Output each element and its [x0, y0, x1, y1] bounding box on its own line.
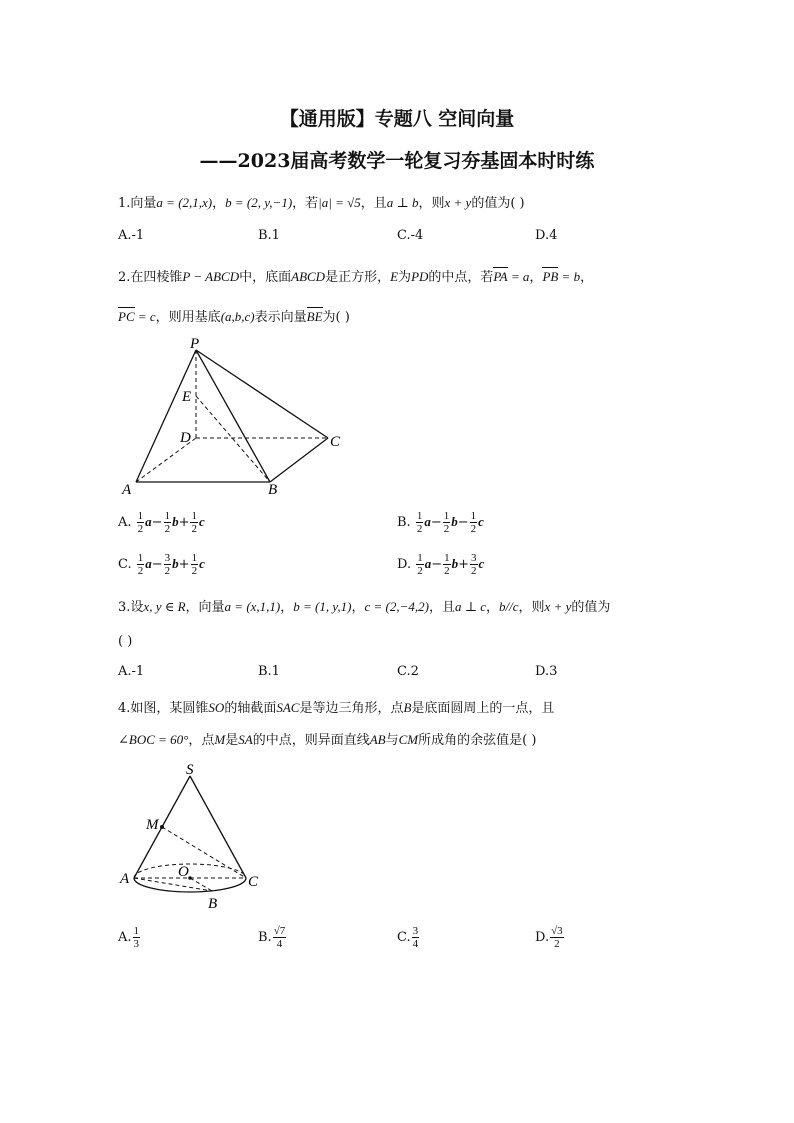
segment-ab	[134, 878, 212, 891]
q4-option-c[interactable]: C. $\frac{3}{4}$	[397, 925, 419, 950]
label-d: D	[180, 430, 191, 446]
q1-option-c[interactable]: C.-4	[397, 228, 424, 243]
label-c: C	[330, 434, 341, 450]
q2-option-b[interactable]: B. $\frac{1}{2}$ a− $\frac{1}{2}$ b− $\frac{1}{2}$ c	[397, 510, 484, 535]
q3-option-a[interactable]: A.-1	[118, 664, 145, 679]
question-4-stem-cont: ∠BOC = 60°，点M是SA的中点，则异面直线AB与CM所成角的余弦值是( )	[118, 732, 537, 748]
point-m	[160, 825, 164, 829]
question-2-stem: 2.在四棱锥P − ABCD中，底面ABCD是正方形，E为PD的中点，若PA = a，PB = b，	[118, 269, 594, 285]
q2-option-d[interactable]: D. $\frac{1}{2}$ a− $\frac{1}{2}$ b+ $\frac{3}{2}$ c	[397, 552, 485, 577]
base-back-arc	[134, 864, 246, 878]
label-e: E	[182, 389, 192, 405]
q1-option-d[interactable]: D.4	[535, 228, 558, 243]
label-a: A	[122, 482, 132, 498]
q4-option-b[interactable]: B. $\frac{√7}{4}$	[258, 925, 286, 950]
base-front-arc	[134, 878, 246, 892]
label-s: S	[186, 762, 194, 778]
label-p: P	[190, 336, 200, 352]
question-1-stem: 1.向量a = (2,1,x)，b = (2, y,−1)，若|a| = √5，且a ⊥ b，则x + y的值为( )	[118, 195, 525, 211]
cone-figure	[110, 760, 280, 916]
question-3-paren: ( )	[118, 634, 133, 649]
segment-ob	[190, 878, 212, 891]
q3-option-c[interactable]: C.2	[397, 664, 419, 679]
cone-edge-sc	[190, 776, 246, 878]
q3-option-b[interactable]: B.1	[258, 664, 280, 679]
pyramid-figure	[110, 334, 370, 504]
q4-option-a[interactable]: A. $\frac{1}{3}$	[118, 925, 140, 950]
edge-bc	[270, 438, 328, 482]
question-4-stem: 4.如图，某圆锥SO的轴截面SAC是等边三角形，点B是底面圆周上的一点，且	[118, 700, 555, 716]
q1-option-a[interactable]: A.-1	[118, 228, 145, 243]
q2-option-c[interactable]: C. $\frac{1}{2}$ a− $\frac{3}{2}$ b+ $\frac{1}{2}$ c	[118, 552, 205, 577]
page-title: 【通用版】专题八 空间向量	[279, 108, 515, 130]
edge-pa	[136, 350, 196, 482]
label-b: B	[268, 482, 278, 498]
page-subtitle: ——2023届高考数学一轮复习夯基固本时时练	[199, 150, 595, 172]
label-b-cone: B	[208, 896, 218, 912]
label-m: M	[146, 817, 159, 833]
q4-option-d[interactable]: D. $\frac{√3}{2}$	[535, 925, 563, 950]
q1-option-b[interactable]: B.1	[258, 228, 280, 243]
q2-option-a[interactable]: A. $\frac{1}{2}$ a− $\frac{1}{2}$ b+ $\frac{1}{2}$ c	[118, 510, 205, 535]
edge-pc	[196, 350, 328, 438]
question-3-stem: 3.设x, y ∈ R，向量a = (x,1,1)，b = (1, y,1)，c = (2,−4,2)，且a ⊥ c，b//c，则x + y的值为	[118, 599, 611, 615]
label-o: O	[178, 864, 189, 880]
q3-option-d[interactable]: D.3	[535, 664, 558, 679]
segment-be	[196, 396, 270, 482]
question-2-stem-cont: PC = c，则用基底(a,b,c)表示向量BE为( )	[118, 309, 350, 325]
segment-cm	[162, 827, 246, 878]
edge-pb	[196, 350, 270, 482]
label-a-cone: A	[120, 871, 130, 887]
label-c-cone: C	[248, 874, 259, 890]
